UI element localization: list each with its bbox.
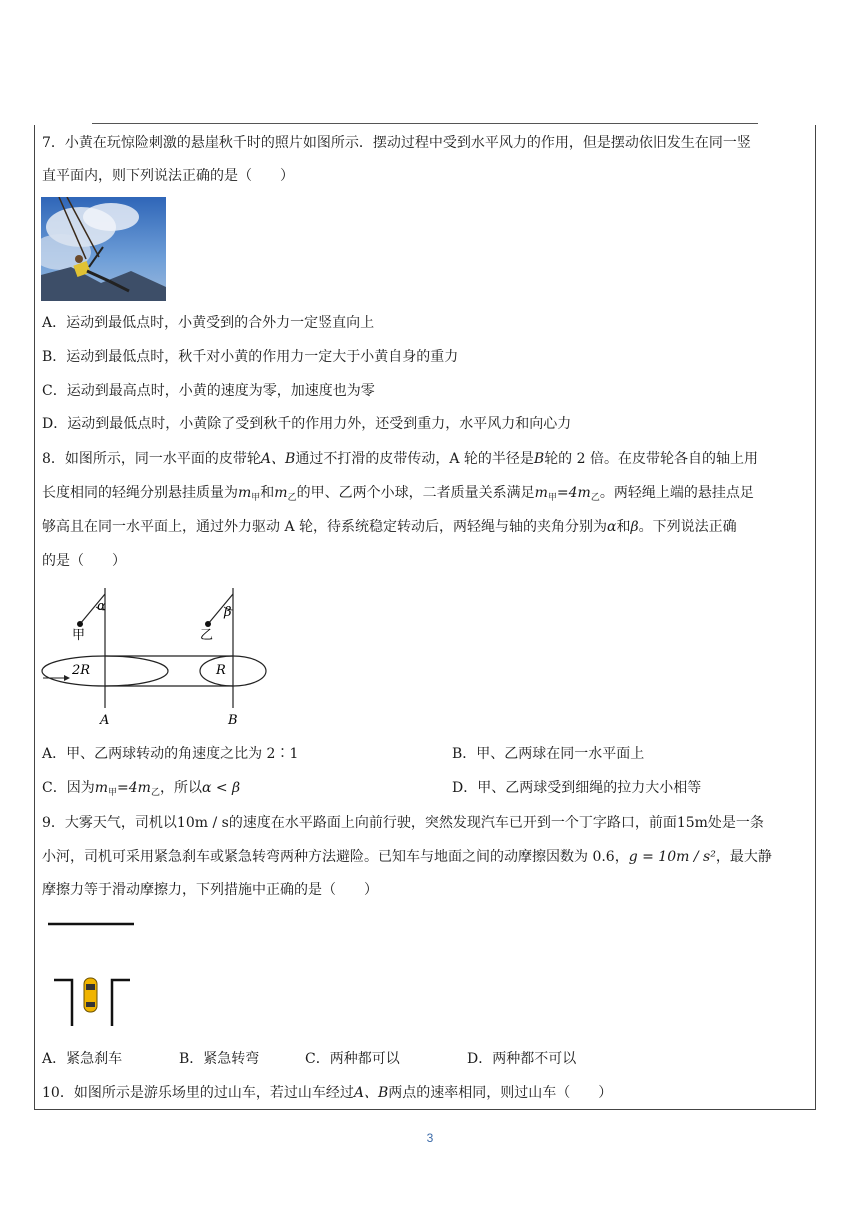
jia-label: 甲 <box>72 628 86 643</box>
q8-stem-line2: 长度相同的轻绳分别悬挂质量为$m_甲$和$m_乙$的甲、乙两个小球，二者质量关系满足$m_甲=4m_乙$。两轻绳上端的悬挂点足 <box>42 485 754 503</box>
alpha-label: α <box>97 599 106 614</box>
page-number: 3 <box>426 1131 434 1145</box>
swing-photo <box>41 197 166 301</box>
q7-option-b: B．运动到最低点时，秋千对小黄的作用力一定大于小黄自身的重力 <box>42 349 459 365</box>
radius-r-label: R <box>216 663 226 678</box>
q8-option-d: D．甲、乙两球受到细绳的拉力大小相等 <box>452 780 702 796</box>
q9-option-c: C．两种都可以 <box>305 1051 400 1067</box>
q9-option-d: D．两种都不可以 <box>467 1051 577 1067</box>
q8-stem-line4: 的是（ ） <box>42 553 126 569</box>
t-junction-diagram <box>44 918 140 1030</box>
q9-stem-line3: 摩擦力等于滑动摩擦力，下列措施中正确的是（ ） <box>42 882 378 898</box>
q7-stem-line2: 直平面内，则下列说法正确的是（ ） <box>42 168 294 184</box>
q7-option-c: C．运动到最高点时，小黄的速度为零，加速度也为零 <box>42 383 375 399</box>
header-rule <box>92 123 758 124</box>
q9-stem-line1: 9．大雾天气，司机以10m / s的速度在水平路面上向前行驶，突然发现汽车已开到一个丁字路口，前面15m处是一条 <box>42 815 764 831</box>
q8-option-b: B．甲、乙两球在同一水平面上 <box>452 746 645 762</box>
yi-label: 乙 <box>200 628 214 643</box>
axis-b-label: B <box>228 713 238 728</box>
q7-stem-line1: 7．小黄在玩惊险刺激的悬崖秋千时的照片如图所示．摆动过程中受到水平风力的作用，但是摆动依旧发生在同一竖 <box>42 135 751 151</box>
q9-option-b: B．紧急转弯 <box>179 1051 260 1067</box>
q10-stem-line1: 10．如图所示是游乐场里的过山车，若过山车经过A、B两点的速率相同，则过山车（ ） <box>42 1085 613 1101</box>
q8-option-a: A．甲、乙两球转动的角速度之比为 2∶1 <box>42 746 299 762</box>
q7-option-d: D．运动到最低点时，小黄除了受到秋千的作用力外，还受到重力，水平风力和向心力 <box>42 416 572 432</box>
q8-stem-line3: 够高且在同一水平面上，通过外力驱动 A 轮，待系统稳定转动后，两轻绳与轴的夹角分别为α和β。下列说法正确 <box>42 519 737 535</box>
radius-2r-label: 2R <box>72 663 91 678</box>
q9-option-a: A．紧急刹车 <box>42 1051 123 1067</box>
axis-a-label: A <box>100 713 110 728</box>
q8-option-c: C．因为$m_甲=4m_乙$，所以α < β <box>42 780 241 798</box>
pulley-diagram <box>40 588 272 728</box>
q8-stem-line1: 8．如图所示，同一水平面的皮带轮A、B通过不打滑的皮带传动，A 轮的半径是B轮的 2 倍。在皮带轮各自的轴上用 <box>42 451 758 467</box>
beta-label: β <box>224 605 232 620</box>
q9-stem-line2: 小河，司机可采用紧急刹车或紧急转弯两种方法避险。已知车与地面之间的动摩擦因数为 0.6，g = 10m / s²，最大静 <box>42 849 772 865</box>
q7-option-a: A．运动到最低点时，小黄受到的合外力一定竖直向上 <box>42 315 375 331</box>
